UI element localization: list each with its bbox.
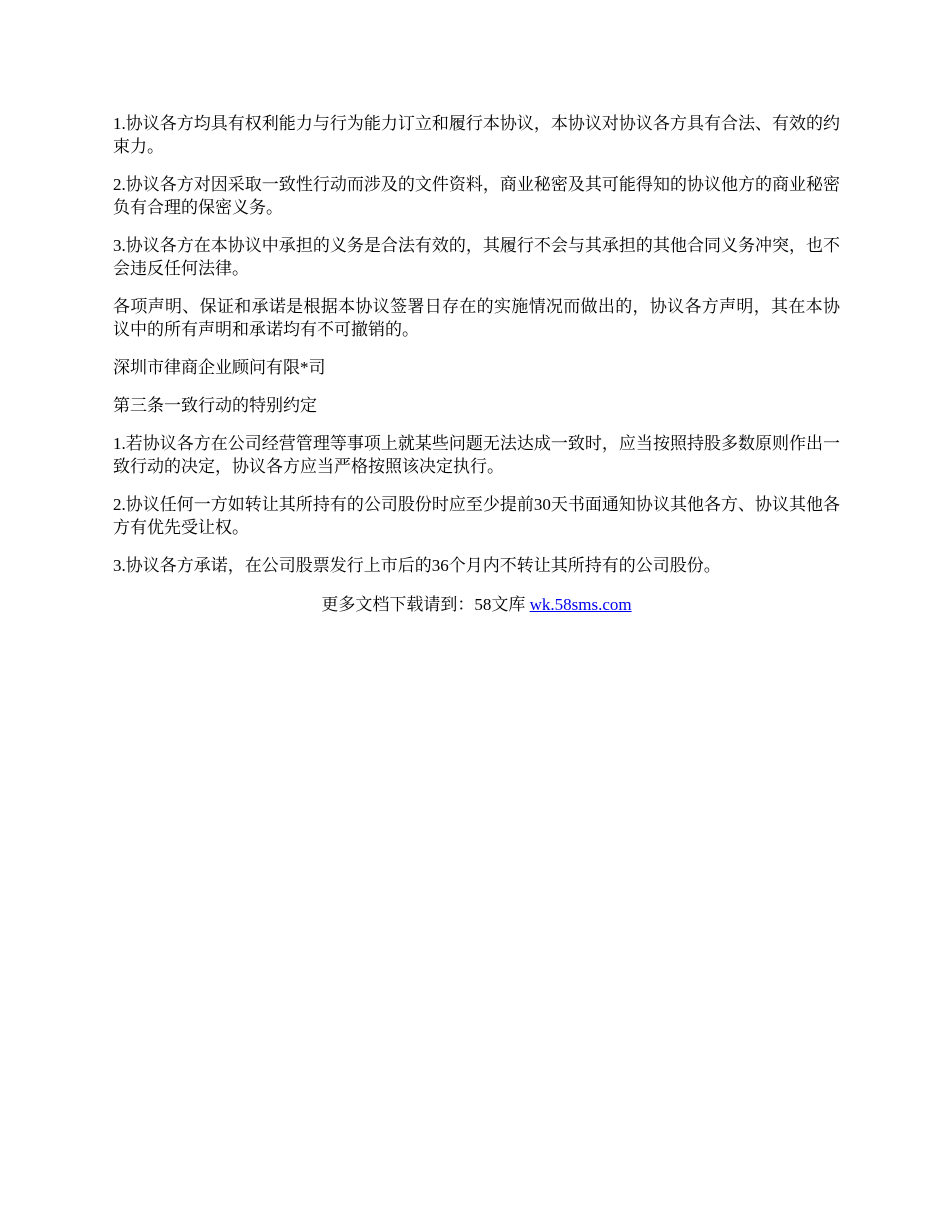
company-name: 深圳市律商企业顾问有限*司 [113,358,326,377]
clause-2-confidentiality: 2.协议各方对因采取一致性行动而涉及的文件资料，商业秘密及其可能得知的协议他方的商业秘密负有合理的保密义务。 [113,175,840,217]
document-body [113,112,840,616]
special-clause-1: 1.若协议各方在公司经营管理等事项上就某些问题无法达成一致时，应当按照持股多数原则作出一致行动的决定，协议各方应当严格按照该决定执行。 [113,434,840,476]
clause-1-capacity: 1.协议各方均具有权利能力与行为能力订立和履行本协议，本协议对协议各方具有合法、有效的约束力。 [113,114,840,156]
special-clause-2: 2.协议任何一方如转让其所持有的公司股份时应至少提前30天书面通知协议其他各方、协议其他各方有优先受让权。 [113,495,840,537]
declarations-paragraph: 各项声明、保证和承诺是根据本协议签署日存在的实施情况而做出的，协议各方声明，其在本协议中的所有声明和承诺均有不可撤销的。 [113,297,840,339]
download-footer [113,593,840,616]
footer-prefix-text: 更多文档下载请到：58文库 [321,595,530,614]
website-link[interactable]: wk.58sms.com [529,595,632,614]
section-heading-article-3: 第三条一致行动的特别约定 [113,396,317,415]
clause-3-obligations: 3.协议各方在本协议中承担的义务是合法有效的，其履行不会与其承担的其他合同义务冲突，也不会违反任何法律。 [113,236,840,278]
special-clause-3: 3.协议各方承诺，在公司股票发行上市后的36个月内不转让其所持有的公司股份。 [113,556,721,575]
